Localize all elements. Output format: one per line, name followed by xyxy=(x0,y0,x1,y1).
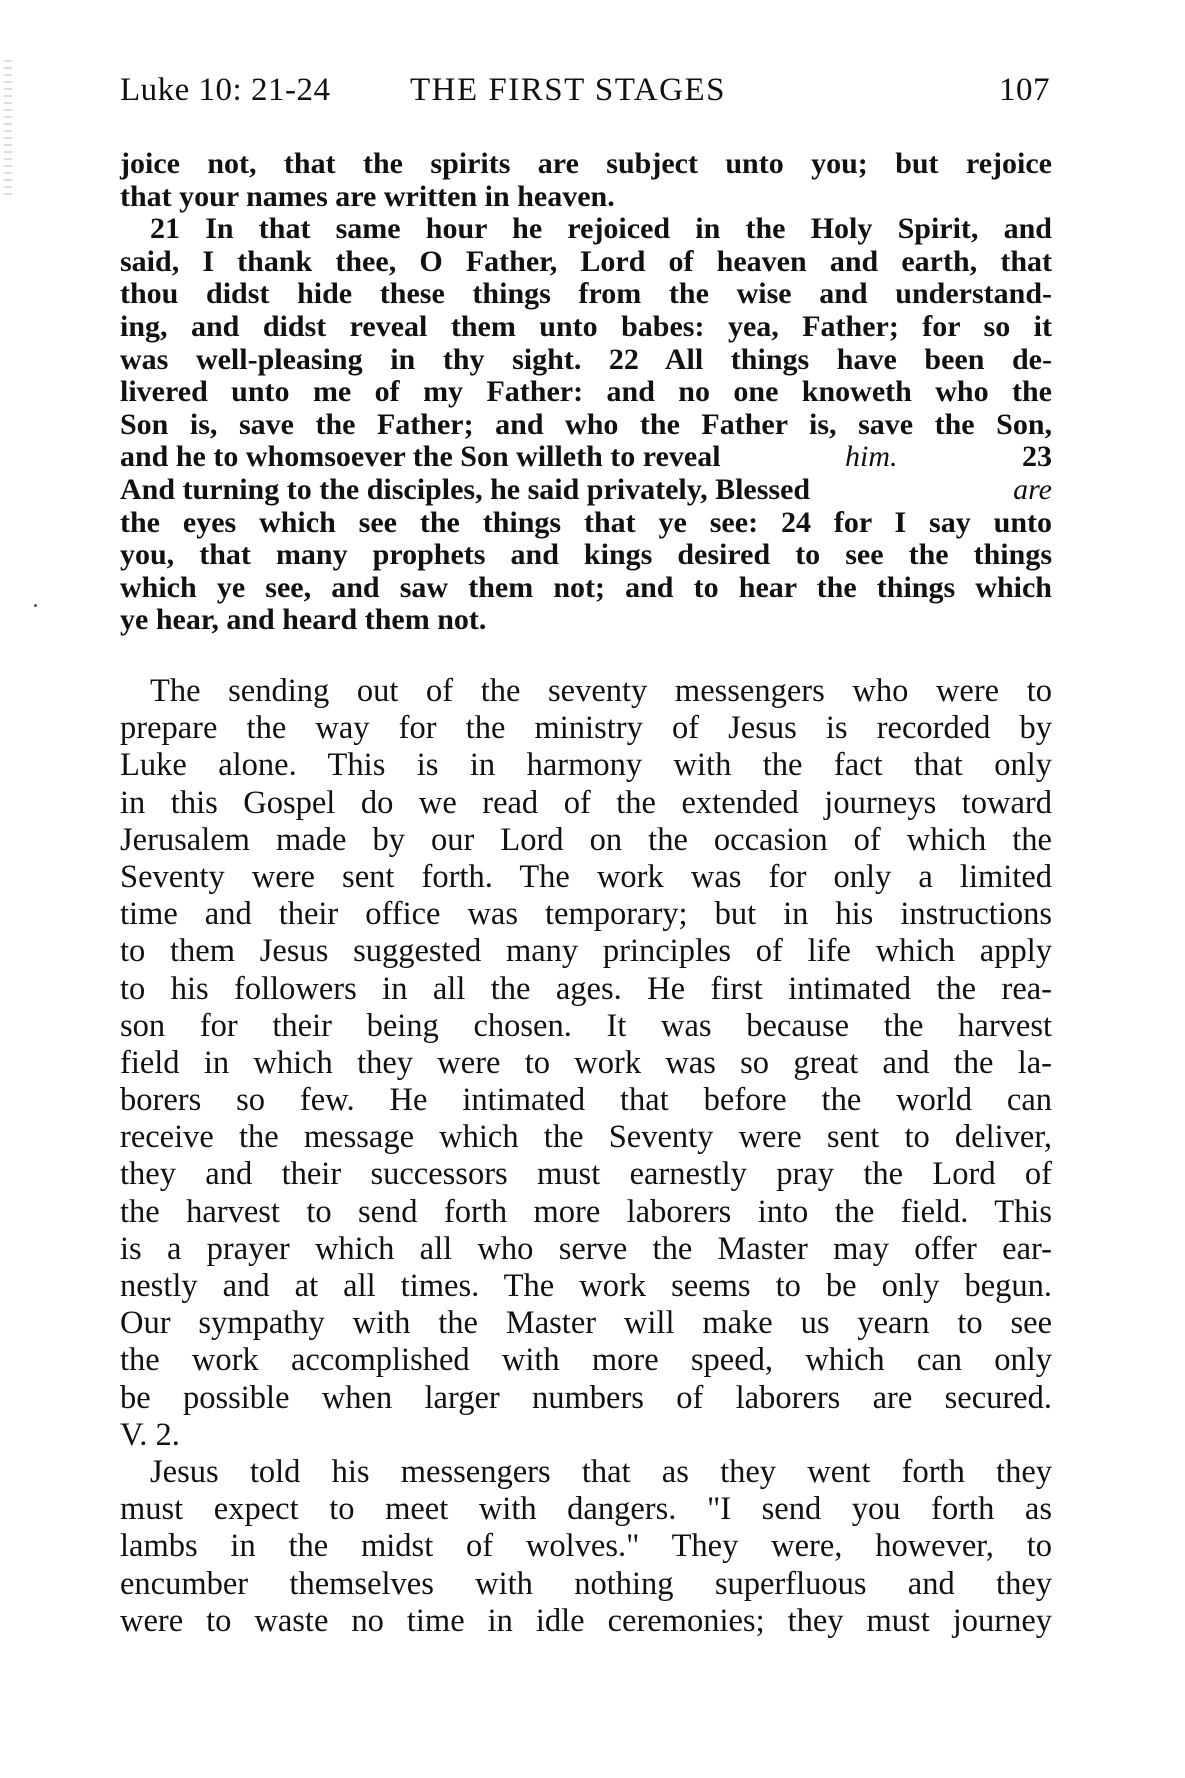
scripture-italic-word: are xyxy=(1013,472,1052,506)
commentary-line: receive the message which the Seventy were sent to deliver, xyxy=(120,1119,1052,1156)
commentary-line: lambs in the midst of wolves." They were, however, to xyxy=(120,1528,1052,1565)
commentary-line: they and their successors must earnestly pray the Lord of xyxy=(120,1156,1052,1193)
commentary-line: in this Gospel do we read of the extended journeys toward xyxy=(120,784,1052,821)
scripture-line: Son is, save the Father; and who the Father is, save the Son, xyxy=(120,407,1052,441)
scripture-line: joice not, that the spirits are subject unto you; but rejoice xyxy=(120,147,1052,180)
commentary-line: Luke alone. This is in harmony with the fact that only xyxy=(120,747,1052,784)
page-edge-marks xyxy=(4,60,12,200)
commentary-line: the harvest to send forth more laborers into the field. This xyxy=(120,1193,1052,1230)
scripture-line: that your names are written in heaven. xyxy=(120,179,615,213)
commentary-line: time and their office was temporary; but in his instructions xyxy=(120,896,1052,933)
scripture-line xyxy=(120,441,1052,474)
verse-number: 23 xyxy=(1022,440,1052,474)
header-reference: Luke 10: 21-24 xyxy=(120,72,331,108)
scripture-line: 21 In that same hour he rejoiced in the Holy Spirit, and xyxy=(150,212,1052,246)
scripture-line-text: And turning to the disciples, he said privately, Blessed xyxy=(120,472,811,506)
commentary-line: Our sympathy with the Master will make us yearn to see xyxy=(120,1305,1052,1342)
commentary-line: must expect to meet with dangers. "I send you forth as xyxy=(120,1491,1052,1528)
commentary-line: were to waste no time in idle ceremonies; they must journey xyxy=(120,1602,1052,1639)
commentary-line: V. 2. xyxy=(120,1416,180,1453)
commentary-line: to his followers in all the ages. He first intimated the rea- xyxy=(120,970,1052,1007)
commentary-line: Seventy were sent forth. The work was for only a limited xyxy=(120,858,1052,895)
commentary-line: to them Jesus suggested many principles of life which apply xyxy=(120,933,1052,970)
scripture-line: ye hear, and heard them not. xyxy=(120,603,487,637)
scripture-line: ing, and didst reveal them unto babes: yea, Father; for so it xyxy=(120,309,1052,343)
commentary-line: prepare the way for the ministry of Jesus is recorded by xyxy=(120,710,1052,747)
scripture-passage xyxy=(120,148,1052,637)
commentary-line: son for their being chosen. It was because the harvest xyxy=(120,1007,1052,1044)
scripture-line-text: and he to whomsoever the Son willeth to reveal xyxy=(120,440,721,474)
commentary-line: be possible when larger numbers of laborers are secured. xyxy=(120,1379,1052,1416)
scripture-line xyxy=(120,474,1052,507)
commentary-line: encumber themselves with nothing superfluous and they xyxy=(120,1565,1052,1602)
header-title: THE FIRST STAGES xyxy=(410,72,726,108)
scripture-line: you, that many prophets and kings desired to see the things xyxy=(120,538,1052,572)
commentary-line: field in which they were to work was so great and the la- xyxy=(120,1044,1052,1081)
scripture-line: the eyes which see the things that ye see: 24 for I say unto xyxy=(120,505,1052,539)
commentary-line: is a prayer which all who serve the Master may offer ear- xyxy=(120,1230,1052,1267)
commentary-text xyxy=(120,673,1052,1640)
ink-speck xyxy=(34,604,37,607)
scripture-line: said, I thank thee, O Father, Lord of heaven and earth, that xyxy=(120,244,1052,278)
scripture-line: was well-pleasing in thy sight. 22 All things have been de- xyxy=(120,342,1052,376)
commentary-line: borers so few. He intimated that before the world can xyxy=(120,1082,1052,1119)
scripture-line: livered unto me of my Father: and no one knoweth who the xyxy=(120,375,1052,409)
scripture-line: thou didst hide these things from the wise and understand- xyxy=(120,277,1052,311)
commentary-line: Jesus told his messengers that as they went forth they xyxy=(150,1453,1052,1490)
scripture-italic-word: him. xyxy=(845,440,898,474)
running-header xyxy=(120,72,1050,122)
commentary-line: nestly and at all times. The work seems to be only begun. xyxy=(120,1268,1052,1304)
scripture-line: which ye see, and saw them not; and to hear the things which xyxy=(120,570,1052,604)
commentary-line: The sending out of the seventy messengers who were to xyxy=(150,673,1052,709)
page-number: 107 xyxy=(999,72,1050,108)
commentary-line: Jerusalem made by our Lord on the occasion of which the xyxy=(120,821,1052,858)
commentary-line: the work accomplished with more speed, which can only xyxy=(120,1342,1052,1379)
